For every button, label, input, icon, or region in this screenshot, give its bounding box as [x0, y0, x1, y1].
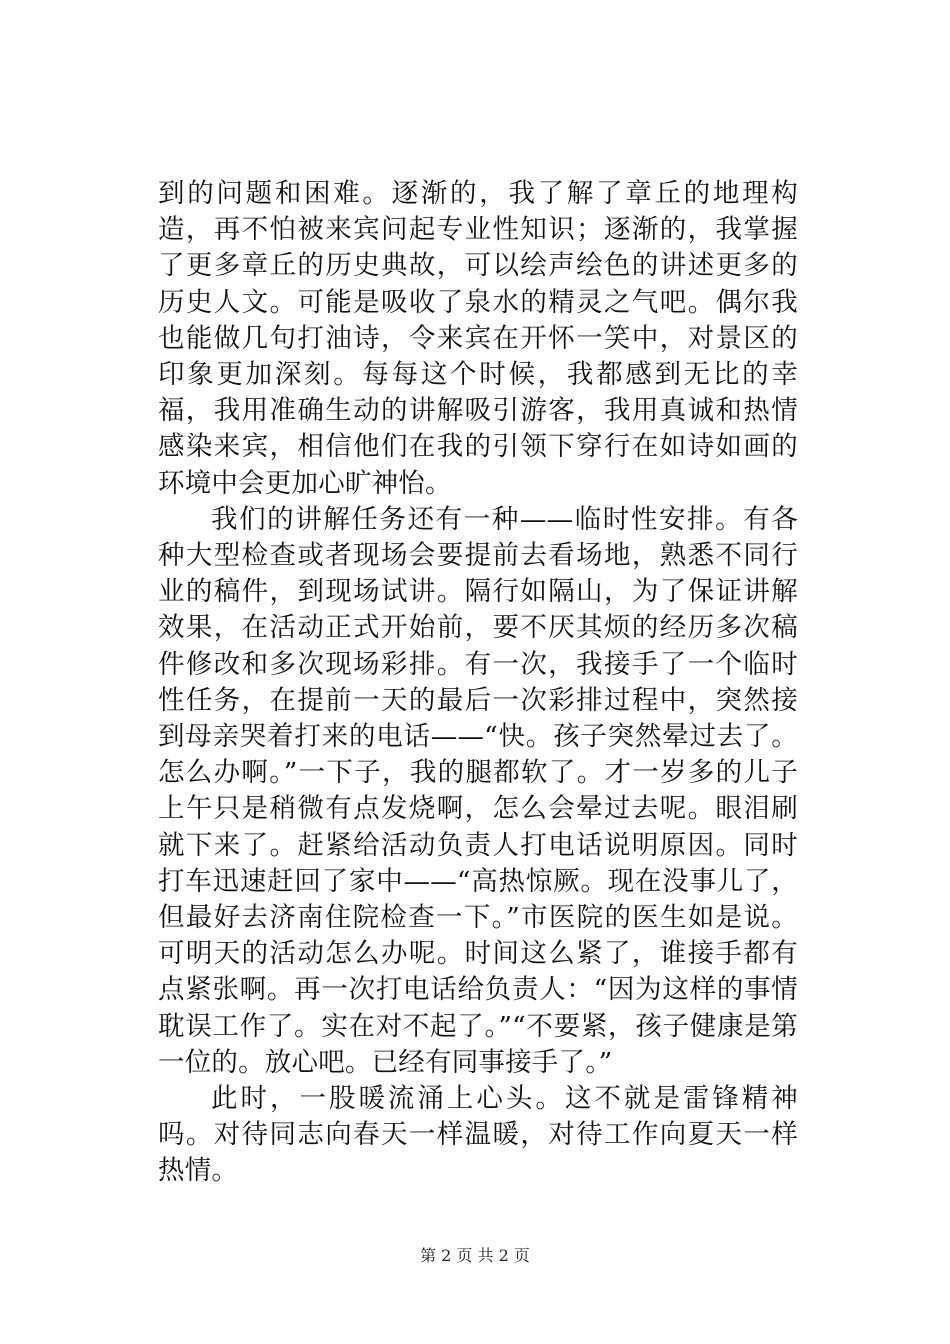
paragraph-1: 到的问题和困难。逐渐的，我了解了章丘的地理构造，再不怕被来宾问起专业性知识；逐渐的，我掌握了更多章丘的历史典故，可以绘声绘色的讲述更多的历史人文。可能是吸收了泉水的精灵之气吧。偶尔我也能做几句打油诗，令来宾在开怀一笑中，对景区的印象更加深刻。每每这个时候，我都感到无比的幸福，我用准确生动的讲解吸引游客，我用真诚和热情感染来宾，相信他们在我的引领下穿行在如诗如画的环境中会更加心旷神怡。	[158, 178, 798, 499]
page-footer: 第 2 页 共 2 页	[420, 1246, 530, 1265]
paragraph-3: 此时，一股暖流涌上心头。这不就是雷锋精神吗。对待同志向春天一样温暖，对待工作向夏天一样热情。	[158, 1083, 798, 1187]
paragraph-2: 我们的讲解任务还有一种——临时性安排。有各种大型检查或者现场会要提前去看场地，熟悉不同行业的稿件，到现场试讲。隔行如隔山，为了保证讲解效果，在活动正式开始前，要不厌其烦的经历多次稿件修改和多次现场彩排。有一次，我接手了一个临时性任务，在提前一天的最后一次彩排过程中，突然接到母亲哭着打来的电话——“快。孩子突然晕过去了。怎么办啊。”一下子，我的腿都软了。才一岁多的儿子上午只是稍微有点发烧啊，怎么会晕过去呢。眼泪刷就下来了。赶紧给活动负责人打电话说明原因。同时打车迅速赶回了家中——“高热惊厥。现在没事儿了，但最好去济南住院检查一下。”市医院的医生如是说。可明天的活动怎么办呢。时间这么紧了，谁接手都有点紧张啊。再一次打电话给负责人：“因为这样的事情耽误工作了。实在对不起了。”“不要紧，孩子健康是第一位的。放心吧。已经有同事接手了。”	[158, 503, 798, 1078]
document-body	[158, 176, 798, 1190]
